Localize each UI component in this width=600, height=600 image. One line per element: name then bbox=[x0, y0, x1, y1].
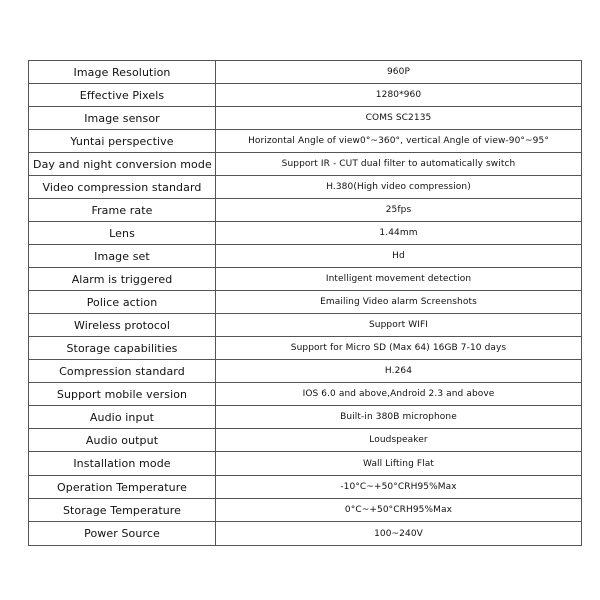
spec-label: Image set bbox=[29, 245, 216, 268]
spec-label: Image sensor bbox=[29, 107, 216, 130]
spec-row bbox=[29, 245, 582, 268]
spec-label: Lens bbox=[29, 222, 216, 245]
spec-row bbox=[29, 522, 582, 546]
spec-label: Police action bbox=[29, 291, 216, 314]
spec-value: Support for Micro SD (Max 64) 16GB 7-10 days bbox=[216, 337, 582, 360]
spec-row bbox=[29, 383, 582, 406]
spec-value: 1280*960 bbox=[216, 84, 582, 107]
spec-label: Image Resolution bbox=[29, 61, 216, 84]
spec-table-body bbox=[29, 61, 582, 546]
spec-value: 25fps bbox=[216, 199, 582, 222]
spec-value: 100~240V bbox=[216, 522, 582, 546]
spec-value: Hd bbox=[216, 245, 582, 268]
spec-label: Day and night conversion mode bbox=[29, 153, 216, 176]
spec-row bbox=[29, 61, 582, 84]
spec-row bbox=[29, 452, 582, 476]
spec-value: IOS 6.0 and above,Android 2.3 and above bbox=[216, 383, 582, 406]
spec-row bbox=[29, 337, 582, 360]
spec-row bbox=[29, 406, 582, 429]
spec-label: Frame rate bbox=[29, 199, 216, 222]
spec-row bbox=[29, 429, 582, 452]
spec-row bbox=[29, 222, 582, 245]
spec-value: Horizontal Angle of view0°~360°, vertical Angle of view-90°~95° bbox=[216, 130, 582, 153]
spec-label: Yuntai perspective bbox=[29, 130, 216, 153]
spec-label: Storage Temperature bbox=[29, 499, 216, 522]
spec-label: Compression standard bbox=[29, 360, 216, 383]
spec-value: Wall Lifting Flat bbox=[216, 452, 582, 476]
spec-row bbox=[29, 314, 582, 337]
spec-value: Emailing Video alarm Screenshots bbox=[216, 291, 582, 314]
spec-row bbox=[29, 84, 582, 107]
spec-value: 0°C~+50°CRH95%Max bbox=[216, 499, 582, 522]
spec-value: H.264 bbox=[216, 360, 582, 383]
spec-row bbox=[29, 360, 582, 383]
spec-label: Audio input bbox=[29, 406, 216, 429]
spec-label: Audio output bbox=[29, 429, 216, 452]
spec-value: Support WIFI bbox=[216, 314, 582, 337]
spec-row bbox=[29, 268, 582, 291]
spec-row bbox=[29, 199, 582, 222]
spec-row bbox=[29, 291, 582, 314]
spec-value: Loudspeaker bbox=[216, 429, 582, 452]
spec-label: Operation Temperature bbox=[29, 476, 216, 499]
spec-label: Effective Pixels bbox=[29, 84, 216, 107]
spec-value: Built-in 380B microphone bbox=[216, 406, 582, 429]
spec-row bbox=[29, 107, 582, 130]
spec-label: Power Source bbox=[29, 522, 216, 546]
spec-row bbox=[29, 499, 582, 522]
spec-row bbox=[29, 476, 582, 499]
spec-table bbox=[28, 60, 582, 546]
spec-label: Video compression standard bbox=[29, 176, 216, 199]
spec-label: Wireless protocol bbox=[29, 314, 216, 337]
spec-row bbox=[29, 153, 582, 176]
spec-value: Support IR - CUT dual filter to automatically switch bbox=[216, 153, 582, 176]
spec-label: Storage capabilities bbox=[29, 337, 216, 360]
spec-label: Installation mode bbox=[29, 452, 216, 476]
spec-row bbox=[29, 176, 582, 199]
spec-value: H.380(High video compression) bbox=[216, 176, 582, 199]
spec-label: Support mobile version bbox=[29, 383, 216, 406]
spec-value: Intelligent movement detection bbox=[216, 268, 582, 291]
spec-value: -10°C~+50°CRH95%Max bbox=[216, 476, 582, 499]
spec-label: Alarm is triggered bbox=[29, 268, 216, 291]
spec-row bbox=[29, 130, 582, 153]
spec-value: 1.44mm bbox=[216, 222, 582, 245]
spec-value: 960P bbox=[216, 61, 582, 84]
spec-value: COMS SC2135 bbox=[216, 107, 582, 130]
